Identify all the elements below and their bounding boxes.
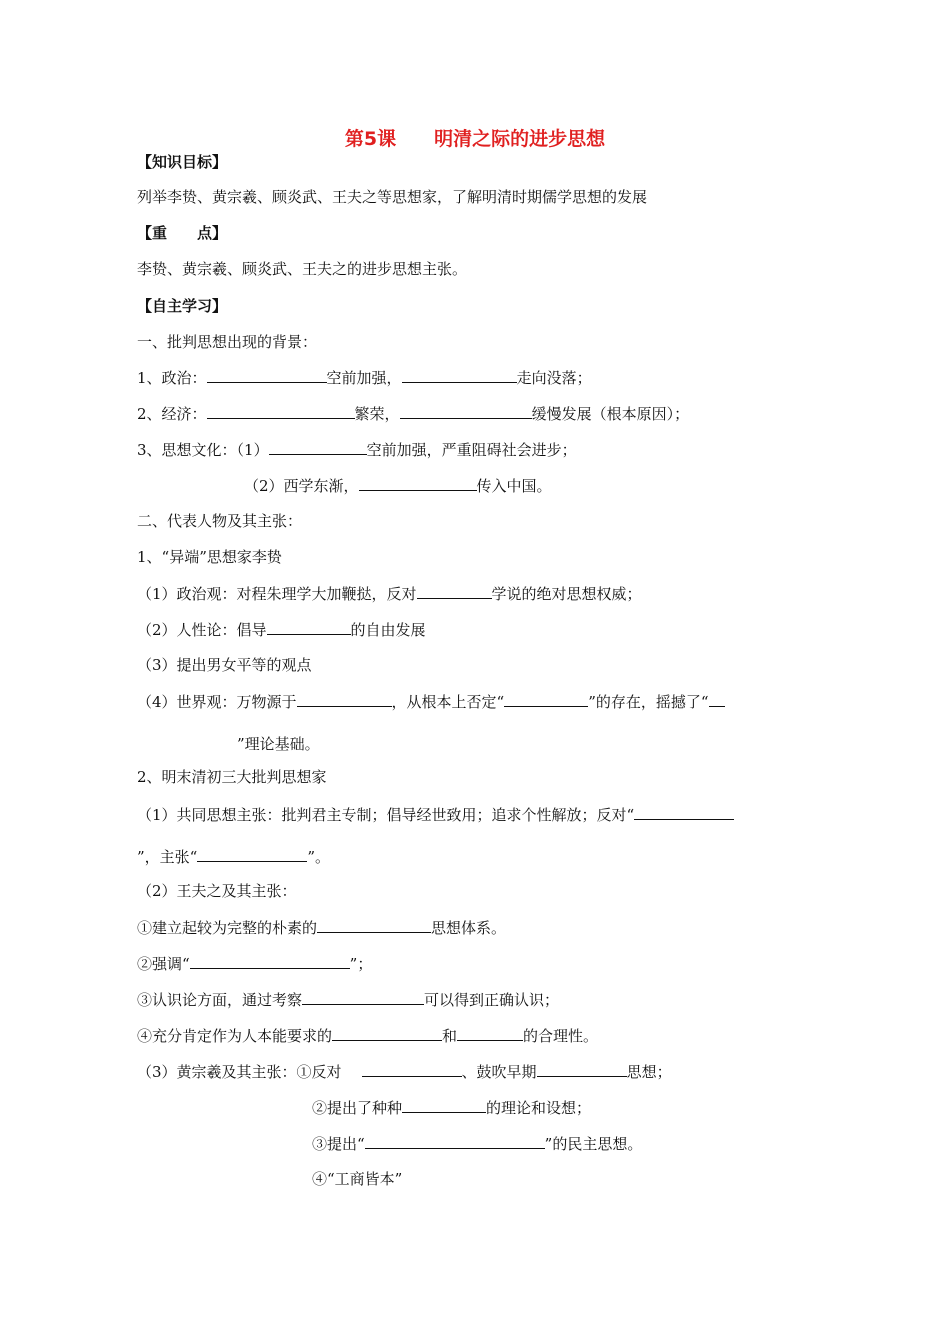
blank[interactable] [402,367,517,383]
key-header: 【重 点】 [137,224,228,242]
blank[interactable] [402,1097,486,1113]
huang-line-1: （3）黄宗羲及其主张：①反对 、鼓吹早期 思想； [137,1063,672,1081]
blank[interactable] [634,804,734,820]
blank[interactable] [269,439,367,455]
lesson-topic: 明清之际的进步思想 [434,128,606,150]
lizhi-heading: 1、“异端”思想家李贽 [137,548,282,566]
blank[interactable] [709,691,725,707]
common-ideas-cont: ”，主张“ ”。 [137,848,331,866]
page-title [0,124,950,151]
key-text: 李贽、黄宗羲、顾炎武、王夫之的进步思想主张。 [137,260,468,278]
wang-item-4: ④充分肯定作为人本能要求的 和 的合理性。 [137,1027,599,1045]
huang-line-2: ②提出了种种 的理论和设想； [312,1099,592,1117]
wang-item-1: ①建立起较为完整的朴素的 思想体系。 [137,919,507,937]
common-ideas: （1）共同思想主张：批判君主专制；倡导经世致用；追求个性解放；反对“ [137,804,734,825]
economy-line: 2、经济： 繁荣， 缓慢发展（根本原因）； [137,405,690,423]
blank[interactable] [359,475,477,491]
blank[interactable] [537,1061,627,1077]
blank[interactable] [207,367,327,383]
blank[interactable] [317,917,431,933]
lizhi-politics: （1）政治观：对程朱理学大加鞭挞，反对 学说的绝对思想权威； [137,585,642,603]
blank[interactable] [362,1061,462,1077]
part1-heading: 一、批判思想出现的背景： [137,333,318,351]
blank[interactable] [302,989,424,1005]
three-heading: 2、明末清初三大批判思想家 [137,768,327,786]
blank[interactable] [332,1025,442,1041]
blank[interactable] [297,691,392,707]
study-header: 【自主学习】 [137,297,228,315]
culture-line-1: 3、思想文化：（1） 空前加强，严重阻碍社会进步； [137,441,577,459]
wang-item-2: ②强调“ ”； [137,955,373,973]
lizhi-humanity: （2）人性论：倡导 的自由发展 [137,621,426,639]
blank[interactable] [267,619,351,635]
blank[interactable] [197,846,307,862]
lizhi-worldview: （4）世界观：万物源于 ，从根本上否定“ ”的存在，摇撼了“ [137,691,725,712]
culture-line-2: （2）西学东渐， 传入中国。 [244,477,552,495]
blank[interactable] [207,403,355,419]
goal-header: 【知识目标】 [137,153,228,171]
blank[interactable] [400,403,532,419]
huang-line-3: ③提出“ ”的民主思想。 [312,1135,643,1153]
huang-line-4: ④“工商皆本” [312,1170,403,1188]
blank[interactable] [504,691,588,707]
blank[interactable] [190,953,350,969]
lesson-number: 第5课 [344,128,397,150]
blank[interactable] [417,583,492,599]
wang-heading: （2）王夫之及其主张： [137,882,297,900]
blank[interactable] [457,1025,523,1041]
part2-heading: 二、代表人物及其主张： [137,512,303,530]
goal-text: 列举李贽、黄宗羲、顾炎武、王夫之等思想家，了解明清时期儒学思想的发展 [137,188,648,206]
politics-line: 1、政治： 空前加强， 走向没落； [137,369,592,387]
wang-item-3: ③认识论方面，通过考察 可以得到正确认识； [137,991,560,1009]
lizhi-equality: （3）提出男女平等的观点 [137,656,312,674]
lizhi-worldview-cont: ”理论基础。 [237,735,320,753]
blank[interactable] [365,1133,545,1149]
